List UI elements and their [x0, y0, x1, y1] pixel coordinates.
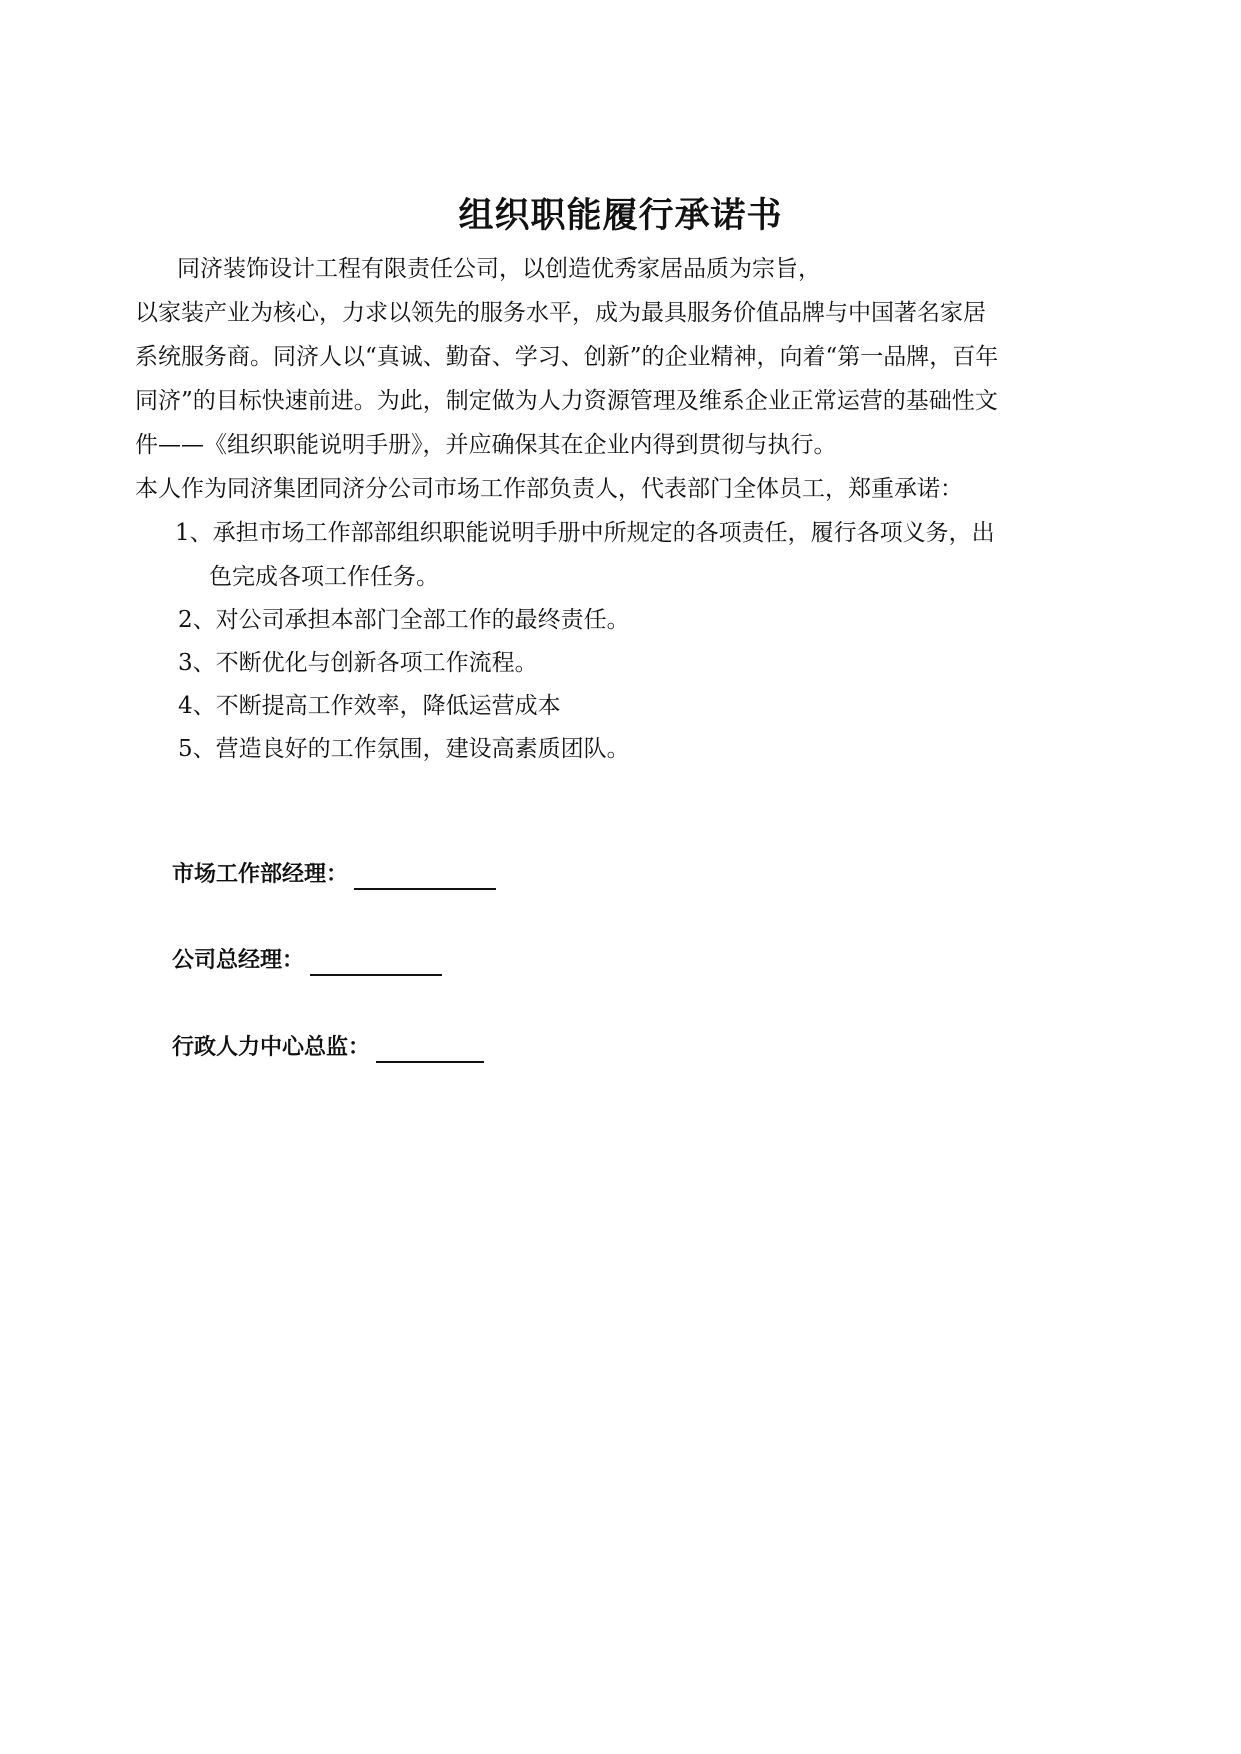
- signature-label: 公司总经理：: [172, 948, 305, 973]
- signature-line-hr-director: [172, 1033, 484, 1063]
- declaration-line: 本人作为同济集团同济分公司市场工作部负责人，代表部门全体员工，郑重承诺：: [135, 476, 963, 502]
- intro-line: 同济装饰设计工程有限责任公司，以创造优秀家居品质为宗旨，: [177, 256, 821, 282]
- signature-blank[interactable]: [354, 866, 496, 890]
- signature-label: 市场工作部经理：: [172, 862, 349, 887]
- commitment-item: 2、对公司承担本部门全部工作的最终责任。: [178, 607, 630, 633]
- signature-line-general-manager: [172, 946, 442, 976]
- signature-line-market-manager: [172, 860, 496, 890]
- signature-blank[interactable]: [310, 952, 442, 976]
- commitment-item: 5、营造良好的工作氛围，建设高素质团队。: [178, 736, 630, 762]
- commitment-item: 1、承担市场工作部部组织职能说明手册中所规定的各项责任，履行各项义务，出: [175, 520, 995, 546]
- commitment-item: 3、不断优化与创新各项工作流程。: [178, 650, 538, 676]
- intro-line: 以家装产业为核心，力求以领先的服务水平，成为最具服务价值品牌与中国著名家居: [135, 300, 986, 326]
- intro-line: 系统服务商。同济人以“真诚、勤奋、学习、创新”的企业精神，向着“第一品牌，百年: [135, 344, 999, 370]
- commitment-item: 4、不断提高工作效率，降低运营成本: [178, 693, 561, 719]
- signature-blank[interactable]: [376, 1039, 484, 1063]
- commitment-item-continuation: 色完成各项工作任务。: [209, 564, 439, 590]
- intro-line: 同济”的目标快速前进。为此，制定做为人力资源管理及维系企业正常运营的基础性文: [135, 388, 998, 414]
- signature-label: 行政人力中心总监：: [172, 1035, 371, 1060]
- intro-line: 件——《组织职能说明手册》，并应确保其在企业内得到贯彻与执行。: [135, 432, 837, 458]
- document-title: 组织职能履行承诺书: [458, 196, 783, 236]
